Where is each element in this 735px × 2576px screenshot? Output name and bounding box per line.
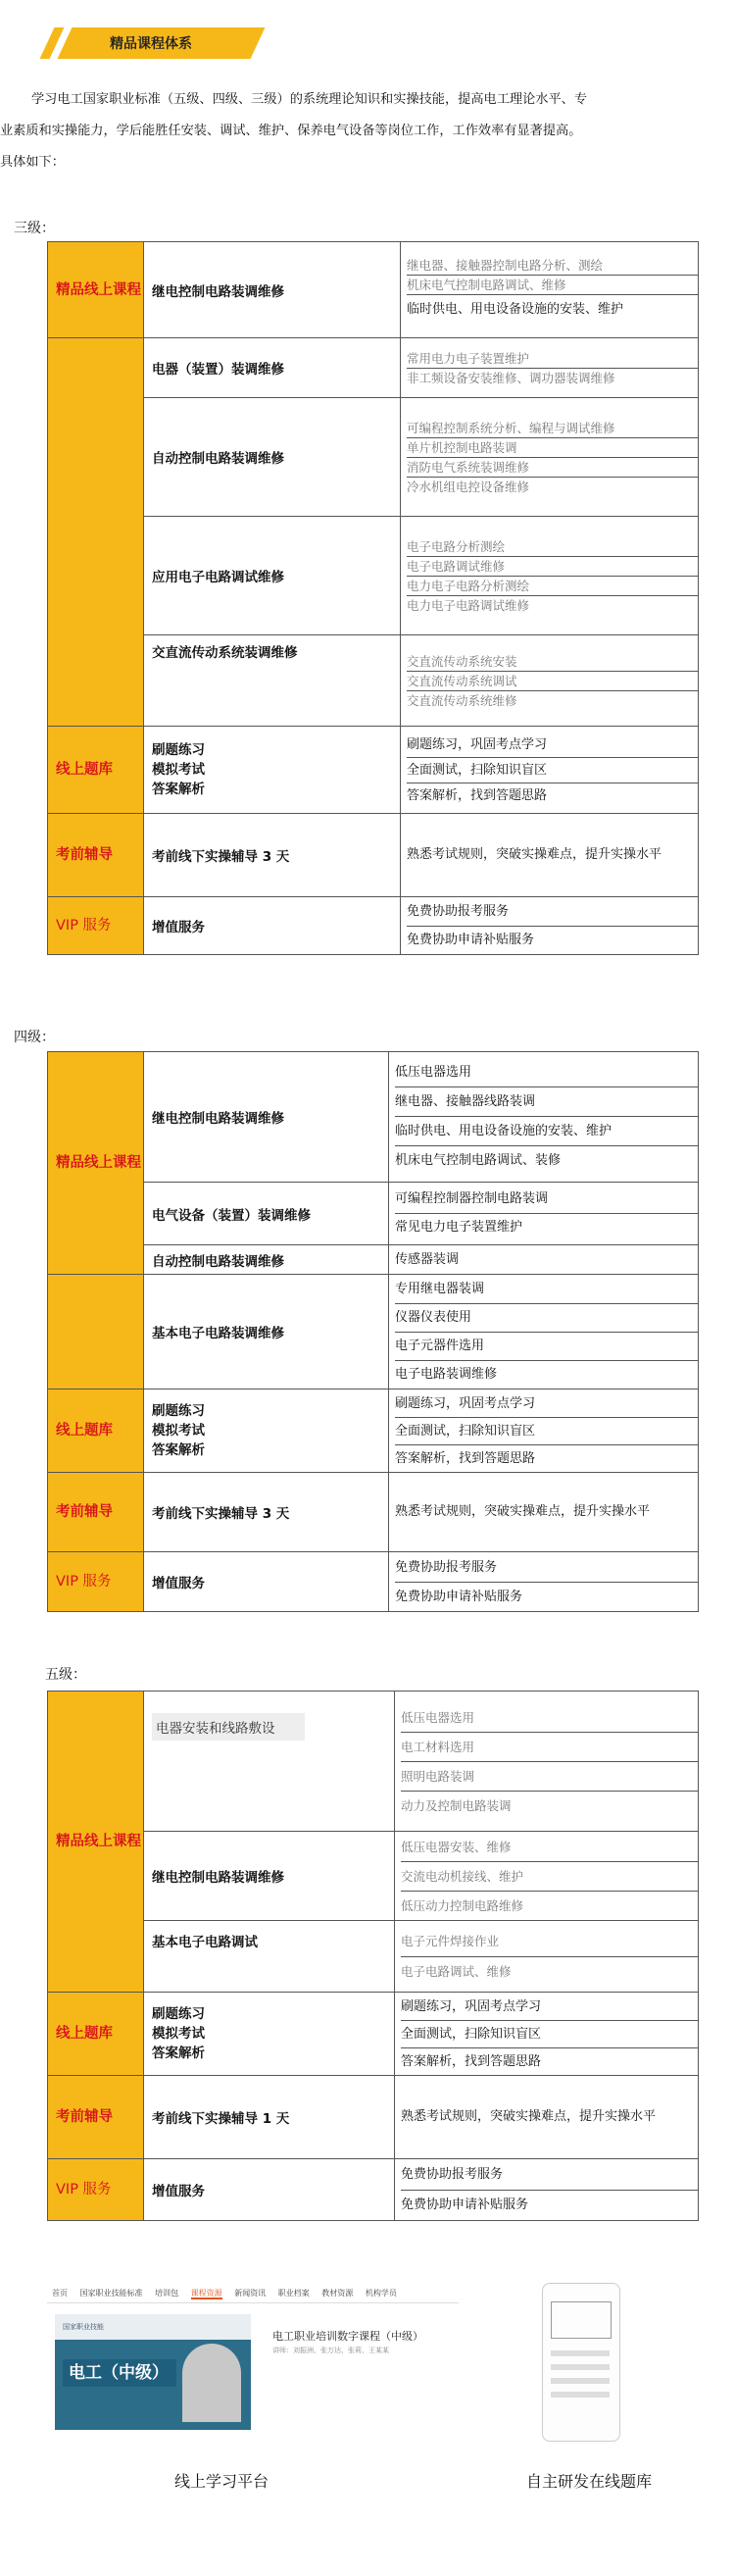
answer-option[interactable]	[551, 2364, 610, 2370]
detail-item: 电工材料选用	[401, 1733, 698, 1762]
intro-paragraph	[0, 84, 735, 178]
nav-item[interactable]: 新闻资讯	[234, 2289, 267, 2298]
detail-item: 临时供电、用电设备设施的安装、维护	[395, 1117, 698, 1146]
section-title: 精品课程体系	[110, 36, 192, 52]
detail-item: 刷题练习，巩固考点学习	[401, 1994, 698, 2021]
nav-item[interactable]: 课程资源	[190, 2289, 222, 2298]
module-name: 答案解析	[152, 782, 205, 797]
intro-line: 学习电工国家职业标准（五级、四级、三级）的系统理论知识和实操技能，提高电工理论水平、专	[31, 92, 588, 107]
detail-item: 非工频设备安装维修、调功器装调维修	[407, 370, 615, 385]
circuit-diagram-icon	[551, 2301, 612, 2339]
course-table-level4	[47, 1051, 699, 1612]
module-name: 基本电子电路装调维修	[144, 1275, 389, 1389]
category-question-bank: 线上题库	[48, 1389, 144, 1473]
module-details	[395, 2076, 699, 2159]
detail-item: 免费协助申请补贴服务	[401, 2197, 529, 2212]
module-name: 继电控制电路装调维修	[144, 1832, 395, 1921]
answer-option[interactable]	[551, 2378, 610, 2384]
category-question-bank: 线上题库	[48, 727, 144, 814]
module-details	[401, 517, 699, 635]
detail-item: 继电器、接触器线路装调	[395, 1087, 698, 1117]
module-name: 答案解析	[152, 1442, 205, 1458]
detail-item: 电子元器件选用	[395, 1333, 698, 1361]
detail-item: 全面测试，扫除知识盲区	[401, 2021, 698, 2048]
category-vip: VIP 服务	[48, 2159, 144, 2221]
detail-item: 熟悉考试规则，突破实操难点，提升实操水平	[395, 1504, 651, 1519]
detail-item: 熟悉考试规则，突破实操难点，提升实操水平	[407, 847, 662, 862]
detail-item: 免费协助报考服务	[401, 2160, 698, 2191]
module-details	[389, 1182, 699, 1245]
question-bank-modules	[144, 1993, 395, 2076]
detail-item: 临时供电、用电设备设施的安装、维护	[407, 301, 624, 317]
module-name: 考前线下实操辅导 3 天	[144, 1473, 389, 1552]
detail-item: 免费协助报考服务	[395, 1553, 698, 1583]
module-cell	[144, 1692, 395, 1832]
module-name: 交直流传动系统装调维修	[144, 635, 401, 727]
detail-item: 电子电路调试维修	[407, 557, 698, 577]
category-question-bank: 线上题库	[48, 1993, 144, 2076]
nav-item[interactable]: 国家职业技能标准	[79, 2289, 143, 2298]
category-vip: VIP 服务	[48, 897, 144, 955]
module-name: 自动控制电路装调维修	[144, 1245, 389, 1275]
detail-item: 低压电器选用	[395, 1058, 698, 1087]
module-details	[395, 2159, 699, 2221]
nav-item[interactable]: 教材资源	[321, 2289, 354, 2298]
module-name: 自动控制电路装调维修	[144, 398, 401, 517]
module-name: 继电控制电路装调维修	[144, 242, 401, 338]
detail-item: 答案解析，找到答题思路	[407, 787, 548, 803]
module-details	[395, 1832, 699, 1921]
module-details	[395, 1993, 699, 2076]
detail-item: 答案解析，找到答题思路	[401, 2053, 542, 2069]
module-name: 电气设备（装置）装调维修	[144, 1182, 389, 1245]
module-details	[401, 398, 699, 517]
detail-item: 动力及控制电路装调	[401, 1797, 512, 1813]
course-title[interactable]: 电工职业培训数字课程（中级）	[272, 2330, 423, 2343]
detail-item: 常用电力电子装置维护	[407, 349, 698, 369]
category-continued	[48, 1275, 144, 1389]
category-online-course: 精品线上课程	[48, 1692, 144, 1993]
module-details	[401, 727, 699, 814]
module-name: 基本电子电路调试	[144, 1921, 395, 1993]
course-table-level5	[47, 1691, 699, 2221]
module-name: 刷题练习	[152, 1403, 205, 1419]
level-label: 四级：	[14, 1030, 55, 1045]
detail-item: 答案解析，找到答题思路	[395, 1450, 536, 1466]
detail-item: 仪器仪表使用	[395, 1304, 698, 1333]
module-details	[401, 338, 699, 398]
module-details	[389, 1275, 699, 1389]
category-vip: VIP 服务	[48, 1552, 144, 1612]
module-name: 增值服务	[144, 897, 401, 955]
module-details	[389, 1052, 699, 1183]
module-name: 电器（装置）装调维修	[144, 338, 401, 398]
section-header	[47, 22, 258, 65]
module-name: 考前线下实操辅导 1 天	[144, 2076, 395, 2159]
detail-item: 免费协助申请补贴服务	[407, 932, 535, 947]
answer-option[interactable]	[551, 2392, 610, 2398]
module-name: 增值服务	[144, 2159, 395, 2221]
module-details	[389, 1389, 699, 1473]
question-bank-modules	[144, 1389, 389, 1473]
nav-item[interactable]: 首页	[52, 2289, 68, 2298]
module-details	[401, 635, 699, 727]
question-bank-phone-mock	[542, 2283, 620, 2442]
module-details	[401, 814, 699, 897]
category-pre-exam: 考前辅导	[48, 2076, 144, 2159]
module-name: 应用电子电路调试维修	[144, 517, 401, 635]
module-name: 继电控制电路装调维修	[144, 1052, 389, 1183]
module-name: 模拟考试	[152, 1423, 205, 1439]
module-details	[389, 1473, 699, 1552]
detail-item: 照明电路装调	[401, 1762, 698, 1792]
module-name: 模拟考试	[152, 2026, 205, 2042]
detail-item: 交直流传动系统安装	[407, 652, 698, 672]
module-details	[401, 242, 699, 338]
detail-item: 刷题练习，巩固考点学习	[395, 1390, 698, 1418]
detail-item: 全面测试，扫除知识盲区	[395, 1418, 698, 1445]
detail-item: 冷水机组电控设备维修	[407, 479, 530, 494]
category-pre-exam: 考前辅导	[48, 814, 144, 897]
detail-item: 继电器、接触器控制电路分析、测绘	[407, 256, 698, 276]
detail-item: 刷题练习，巩固考点学习	[407, 732, 698, 758]
category-continued	[48, 338, 144, 727]
module-name: 增值服务	[144, 1552, 389, 1612]
banner-sub: 国家职业技能	[63, 2323, 104, 2331]
course-meta: 讲师：刘振洲、张万达、张莉、王某某	[272, 2347, 389, 2354]
detail-item: 全面测试，扫除知识盲区	[407, 758, 698, 783]
nav-item[interactable]: 培训包	[155, 2289, 179, 2298]
module-name: 答案解析	[152, 2046, 205, 2061]
learning-platform-screenshot	[47, 2285, 459, 2440]
module-details	[389, 1552, 699, 1612]
nav-item[interactable]: 机构学员	[365, 2289, 397, 2298]
detail-item: 电子电路装调维修	[395, 1366, 498, 1382]
nav-item[interactable]: 职业档案	[277, 2289, 310, 2298]
caption-platform: 线上学习平台	[174, 2472, 270, 2491]
caption-question-bank: 自主研发在线题库	[526, 2472, 653, 2491]
category-pre-exam: 考前辅导	[48, 1473, 144, 1552]
detail-item: 消防电气系统装调维修	[407, 458, 698, 478]
category-online-course: 精品线上课程	[48, 242, 144, 338]
module-name: 考前线下实操辅导 3 天	[144, 814, 401, 897]
question-bank-modules	[144, 727, 401, 814]
intro-line: 具体如下：	[0, 155, 65, 170]
course-banner[interactable]	[55, 2314, 251, 2430]
detail-item: 常见电力电子装置维护	[395, 1220, 523, 1236]
detail-item: 交直流传动系统调试	[407, 672, 698, 691]
module-details	[389, 1245, 699, 1275]
person-silhouette-icon	[182, 2344, 241, 2422]
detail-item: 低压电器安装、维修	[401, 1833, 698, 1862]
course-table-level3	[47, 241, 699, 955]
detail-item: 专用继电器装调	[395, 1276, 698, 1304]
detail-item: 低压动力控制电路维修	[401, 1897, 524, 1913]
detail-item: 单片机控制电路装调	[407, 438, 698, 458]
detail-item: 可编程控制系统分析、编程与调试维修	[407, 419, 698, 438]
detail-item: 机床电气控制电路调试、维修	[407, 276, 698, 295]
intro-line: 业素质和实操能力，学后能胜任安装、调试、维护、保养电气设备等岗位工作，工作效率有显著提高。	[0, 124, 582, 138]
detail-item: 交流电动机接线、维护	[401, 1862, 698, 1892]
detail-item: 熟悉考试规则，突破实操难点，提升实操水平	[401, 2109, 657, 2124]
detail-item: 电子电路调试、维修	[401, 1963, 512, 1979]
detail-item: 可编程控制器控制电路装调	[395, 1186, 698, 1214]
category-online-course: 精品线上课程	[48, 1052, 144, 1275]
detail-item: 电子电路分析测绘	[407, 537, 698, 557]
module-details	[395, 1692, 699, 1832]
module-name: 电器安装和线路敷设	[152, 1713, 305, 1741]
module-name: 刷题练习	[152, 2006, 205, 2022]
module-name: 刷题练习	[152, 742, 205, 758]
detail-item: 电力电子电路分析测绘	[407, 577, 698, 596]
level-label: 五级：	[45, 1667, 86, 1683]
answer-option[interactable]	[551, 2350, 610, 2356]
level-label: 三级：	[14, 221, 55, 236]
module-details	[401, 897, 699, 955]
module-details	[395, 1921, 699, 1993]
detail-item: 免费协助报考服务	[407, 898, 698, 927]
platform-nav	[47, 2285, 459, 2303]
detail-item: 电力电子电路调试维修	[407, 597, 530, 613]
detail-item: 交直流传动系统维修	[407, 692, 517, 708]
detail-item: 免费协助申请补贴服务	[395, 1589, 523, 1604]
banner-title: 电工（中级）	[63, 2359, 176, 2387]
detail-item: 电子元件焊接作业	[401, 1927, 698, 1957]
detail-item: 机床电气控制电路调试、装修	[395, 1153, 562, 1169]
module-name: 模拟考试	[152, 762, 205, 778]
detail-item: 传感器装调	[395, 1252, 460, 1268]
detail-item: 低压电器选用	[401, 1703, 698, 1733]
